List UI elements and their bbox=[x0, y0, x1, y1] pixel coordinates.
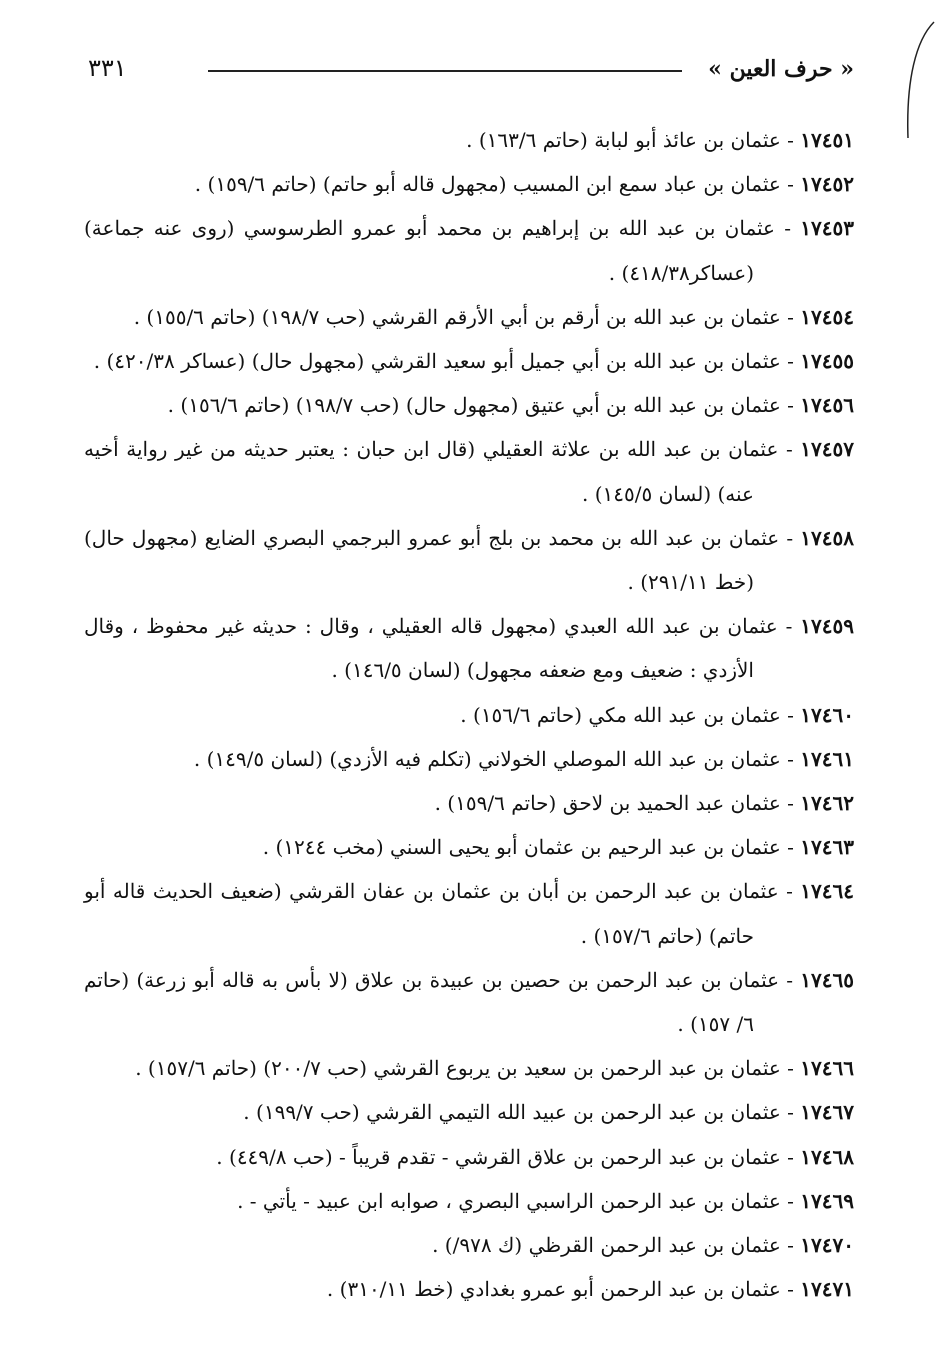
entry-number: ١٧٤٦٨ bbox=[800, 1144, 854, 1169]
entry-text: - عثمان بن عبد الله بن أبي عتيق (مجهول حال) (حب ١٩٨/٧) (حاتم ١٥٦/٦) . bbox=[167, 393, 801, 418]
running-header bbox=[88, 52, 854, 88]
entry bbox=[84, 1135, 854, 1179]
entry-text: - عثمان بن عبد الرحمن بن حصين بن عبيدة بن علاق (لا بأس به قاله أبو زرعة) (حاتم ٦/ ١٥٧) . bbox=[84, 967, 801, 1037]
entry-list bbox=[84, 118, 854, 1311]
entry-number: ١٧٤٦٠ bbox=[800, 702, 854, 727]
entry-number: ١٧٤٥٨ bbox=[800, 525, 854, 550]
page-number: ٣٣١ bbox=[88, 54, 127, 82]
entry bbox=[84, 383, 854, 427]
entry bbox=[84, 825, 854, 869]
entry-number: ١٧٤٧٠ bbox=[800, 1233, 854, 1258]
entry-number: ١٧٤٦٤ bbox=[800, 879, 854, 904]
entry-number: ١٧٤٥٦ bbox=[800, 393, 854, 418]
entry-text: - عثمان عبد الحميد بن لاحق (حاتم ١٥٩/٦) . bbox=[434, 791, 801, 816]
entry-number: ١٧٤٦٩ bbox=[800, 1188, 854, 1213]
header-title: « حرف العين » bbox=[708, 56, 854, 82]
entry bbox=[84, 427, 854, 515]
entry bbox=[84, 1267, 854, 1311]
entry-text: - عثمان بن عبد الرحمن بن عبيد الله التيمي القرشي (حب ١٩٩/٧) . bbox=[243, 1100, 801, 1125]
entry bbox=[84, 206, 854, 294]
entry-number: ١٧٤٥٩ bbox=[800, 614, 854, 639]
entry-text: - عثمان بن عبد الرحمن بن سعيد بن يربوع القرشي (حب ٢٠٠/٧) (حاتم ١٥٧/٦) . bbox=[135, 1056, 801, 1081]
entry bbox=[84, 1046, 854, 1090]
entry-text: - عثمان بن عبد الله بن إبراهيم بن محمد أبو عمرو الطرسوسي (روى عنه جماعة) (عساكر٤١٨/٣٨) . bbox=[84, 216, 801, 285]
entry bbox=[84, 162, 854, 206]
entry-text: - عثمان بن عبد الرحمن بن علاق القرشي - تقدم قريباً - (حب ٤٤٩/٨) . bbox=[216, 1144, 801, 1169]
entry-text: - عثمان بن عبد الرحيم بن عثمان أبو يحيى السني (مخب ١٢٤٤) . bbox=[262, 835, 801, 860]
entry bbox=[84, 737, 854, 781]
entry-number: ١٧٤٦٢ bbox=[800, 791, 854, 816]
entry-text: - عثمان بن عبد الله بن محمد بن بلج أبو عمرو البرجمي البصري الضايع (مجهول حال) (خط ٢٩١/١١) . bbox=[84, 525, 801, 595]
entry-number: ١٧٤٦١ bbox=[800, 746, 854, 771]
entry bbox=[84, 516, 854, 604]
entry-number: ١٧٤٧١ bbox=[800, 1277, 854, 1302]
entry-text: - عثمان بن عبد الرحمن الراسبي البصري ، صوابه ابن عبيد - يأتي - . bbox=[237, 1188, 801, 1213]
entry bbox=[84, 781, 854, 825]
entry-number: ١٧٤٦٥ bbox=[800, 967, 854, 992]
entry bbox=[84, 295, 854, 339]
entry-number: ١٧٤٦٣ bbox=[800, 835, 854, 860]
entry-text: - عثمان بن عبد الله بن أبي جميل أبو سعيد القرشي (مجهول حال) (عساكر ٤٢٠/٣٨) . bbox=[93, 349, 801, 374]
entry-text: - عثمان بن عباد سمع ابن المسيب (مجهول قاله أبو حاتم) (حاتم ١٥٩/٦) . bbox=[194, 172, 801, 197]
entry bbox=[84, 339, 854, 383]
entry-text: - عثمان بن عبد الله مكي (حاتم ١٥٦/٦) . bbox=[460, 702, 801, 727]
entry-text: - عثمان بن عائذ أبو لبابة (حاتم ١٦٣/٦) . bbox=[466, 128, 801, 152]
entry bbox=[84, 869, 854, 957]
entry-text: - عثمان بن عبد الله بن علاثة العقيلي (قال ابن حبان : يعتبر حديثه من غير رواية أخيه عنه) (لسان ١٤٥/٥) . bbox=[84, 437, 801, 506]
entry-text: - عثمان بن عبد الله العبدي (مجهول قاله العقيلي ، وقال : حديثه غير محفوظ ، وقال الأزدي : ضعيف ومع ضعفه مجهول) (لسان ١٤٦/٥) . bbox=[84, 614, 801, 683]
entry bbox=[84, 118, 854, 162]
entry-number: ١٧٤٦٧ bbox=[800, 1100, 854, 1125]
entry-number: ١٧٤٥٢ bbox=[800, 172, 854, 197]
entry-text: - عثمان بن عبد الله بن أرقم بن أبي الأرقم القرشي (حب ١٩٨/٧) (حاتم ١٥٥/٦) . bbox=[133, 304, 801, 329]
entry-number: ١٧٤٥٤ bbox=[800, 304, 854, 329]
entry bbox=[84, 604, 854, 692]
entry-text: - عثمان بن عبد الرحمن بن أبان بن عثمان بن عفان القرشي (ضعيف الحديث قاله أبو حاتم) (حاتم ١٥٧/٦) . bbox=[84, 879, 801, 948]
entry-number: ١٧٤٥١ bbox=[800, 128, 854, 152]
page-edge-curve bbox=[896, 20, 936, 140]
entry-text: - عثمان بن عبد الرحمن أبو عمرو بغدادي (خط ٣١٠/١١) . bbox=[326, 1277, 801, 1302]
entry-text: - عثمان بن عبد الرحمن القرظي (ك ٩٧٨/) . bbox=[432, 1233, 801, 1258]
entry-number: ١٧٤٥٧ bbox=[800, 437, 854, 462]
entry bbox=[84, 1090, 854, 1134]
entry bbox=[84, 1179, 854, 1223]
entry bbox=[84, 958, 854, 1046]
entry bbox=[84, 693, 854, 737]
entry-number: ١٧٤٥٣ bbox=[800, 216, 854, 241]
entry-text: - عثمان بن عبد الله الموصلي الخولاني (تكلم فيه الأزدي) (لسان ١٤٩/٥) . bbox=[193, 746, 801, 771]
entry-number: ١٧٤٥٥ bbox=[800, 349, 854, 374]
entry bbox=[84, 1223, 854, 1267]
header-rule bbox=[208, 70, 682, 72]
entry-number: ١٧٤٦٦ bbox=[800, 1056, 854, 1081]
